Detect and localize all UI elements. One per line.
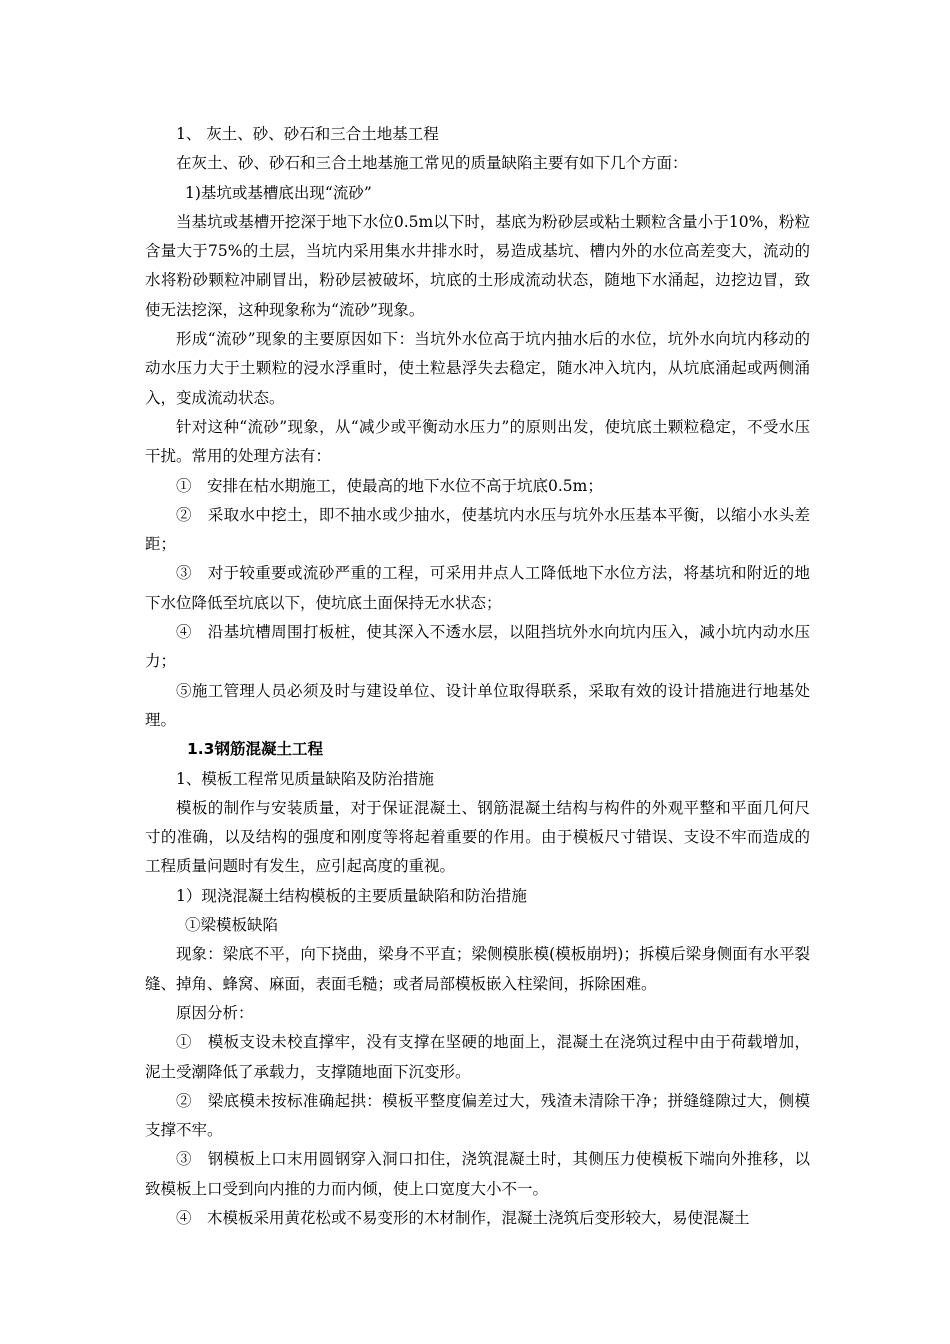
phenomenon-paragraph: 现象：梁底不平，向下挠曲，梁身不平直；梁侧模胀模(模板崩坍)；拆模后梁身侧面有水平裂缝、掉角、蜂窝、麻面，表面毛糙；或者局部模板嵌入柱梁间，拆除困难。 bbox=[145, 945, 810, 993]
cause-item: ④ 木模板采用黄花松或不易变形的木材制作，混凝土浇筑后变形较大，易使混凝土 bbox=[176, 1208, 750, 1227]
intro-paragraph: 在灰土、砂、砂石和三合土地基施工常见的质量缺陷主要有如下几个方面： bbox=[176, 154, 688, 173]
section-heading: 1.3钢筋混凝土工程 bbox=[187, 740, 323, 759]
item-subtitle: ①梁模板缺陷 bbox=[185, 916, 279, 935]
body-paragraph: 形成“流砂”现象的主要原因如下：当坑外水位高于坑内抽水后的水位，坑外水向坑内移动的动水压力大于土颗粒的浸水浮重时，使土粒悬浮失去稳定，随水冲入坑内，从坑底涌起或两侧涌入，变成流动状态。 bbox=[145, 330, 810, 407]
body-paragraph: 当基坑或基槽开挖深于地下水位0.5m以下时，基底为粉砂层或粘土颗粒含量小于10%，粉粒含量大于75%的土层，当坑内采用集水井排水时，易造成基坑、槽内外的水位高差变大，流动的水将粉砂颗粒冲刷冒出，粉砂层被破坏，坑底的土形成流动状态，随地下水涌起，边挖边冒，致使无法挖深，这种现象称为“流砂”现象。 bbox=[145, 212, 810, 319]
cause-item: ③ 钢模板上口末用圆钢穿入洞口扣住，浇筑混凝土时，其侧压力使模板下端向外推移，以致模板上口受到向内推的力而内倾，使上口宽度大小不一。 bbox=[145, 1150, 810, 1198]
document-body bbox=[145, 120, 810, 1233]
subsection-title: 1、模板工程常见质量缺陷及防治措施 bbox=[176, 769, 434, 788]
body-paragraph: 针对这种“流砂”现象，从“减少或平衡动水压力”的原则出发，使坑底土颗粒稳定，不受水压干扰。常用的处理方法有： bbox=[145, 417, 810, 466]
cause-title: 原因分析： bbox=[176, 1003, 254, 1022]
item-title: 1)基坑或基槽底出现“流砂” bbox=[185, 183, 372, 202]
item-title: 1）现浇混凝土结构模板的主要质量缺陷和防治措施 bbox=[176, 886, 527, 905]
measure-item: ② 采取水中挖土，即不抽水或少抽水，使基坑内水压与坑外水压基本平衡，以缩小水头差距； bbox=[145, 505, 810, 554]
cause-item: ② 梁底模未按标准确起拱：模板平整度偏差过大，残渣未清除干净；拼缝缝隙过大，侧模支撑不牢。 bbox=[145, 1091, 810, 1140]
measure-item: ① 安排在枯水期施工，使最高的地下水位不高于坑底0.5m； bbox=[176, 476, 603, 495]
measure-item: ④ 沿基坑槽周围打板桩，使其深入不透水层，以阻挡坑外水向坑内压入，减小坑内动水压力； bbox=[145, 623, 810, 671]
measure-item: ③ 对于较重要或流砂严重的工程，可采用井点人工降低地下水位方法，将基坑和附近的地下水位降低至坑底以下，使坑底土面保持无水状态； bbox=[145, 564, 810, 612]
section-title: 1、 灰土、砂、砂石和三合土地基工程 bbox=[176, 125, 439, 143]
cause-item: ① 模板支设未校直撑牢，没有支撑在坚硬的地面上，混凝土在浇筑过程中由于荷载增加，泥土受潮降低了承载力，支撑随地面下沉变形。 bbox=[145, 1033, 810, 1081]
measure-item: ⑤施工管理人员必须及时与建设单位、设计单位取得联系，采取有效的设计措施进行地基处理。 bbox=[145, 681, 810, 729]
body-paragraph: 模板的制作与安装质量，对于保证混凝土、钢筋混凝土结构与构件的外观平整和平面几何尺寸的准确，以及结构的强度和刚度等将起着重要的作用。由于模板尺寸错误、支设不牢而造成的工程质量问题时有发生，应引起高度的重视。 bbox=[145, 798, 810, 876]
